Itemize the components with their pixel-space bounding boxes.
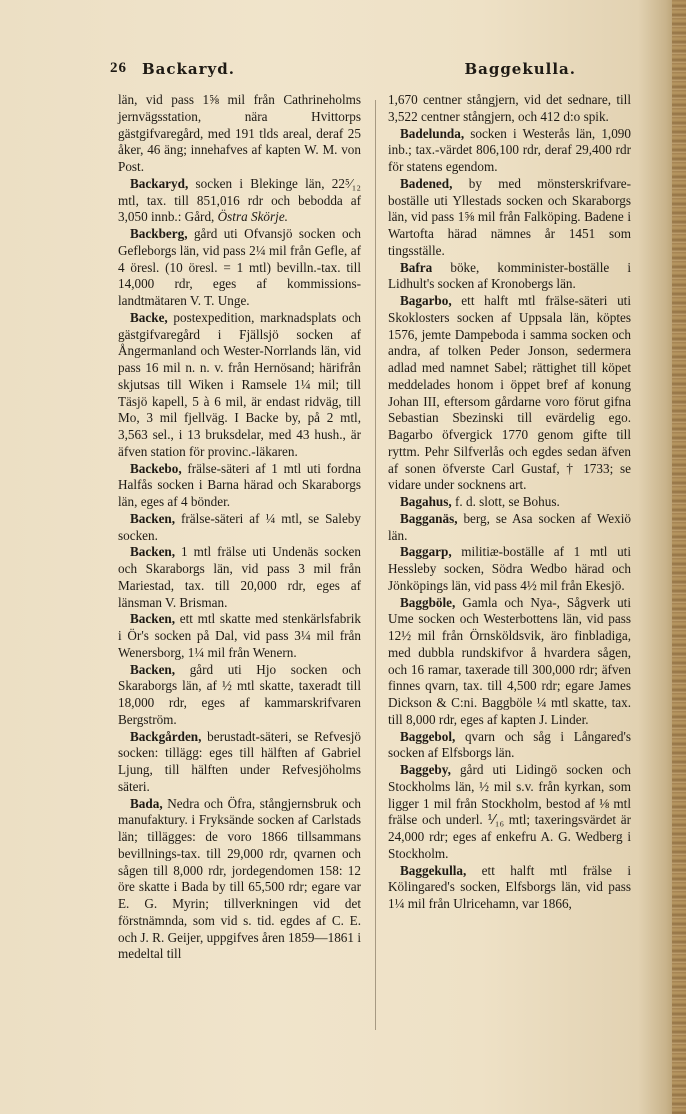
entry: Baggekulla, ett halft mtl frälse i Kölingared's socken, Elfsborgs län, vid pass 1¼ mil från Ulricehamn, var 1866, — [388, 862, 631, 911]
page-edge — [672, 0, 686, 1114]
entry-headword: Backen, — [130, 544, 176, 560]
entry: Backgården, berustadt-säteri, se Refvesjö socken: tillägg: eges till hälften af Gabriel Ljung, till hälften under Refvesjöholms säteri. — [118, 728, 361, 794]
entry: Bagganäs, berg, se Asa socken af Wexiö län. — [388, 510, 631, 543]
entry: Bafra böke, komminister-boställe i Lidhult's socken af Kronobergs län. — [388, 259, 631, 292]
entry: Baggeby, gård uti Lidingö socken och Stockholms län, ½ mil s.v. från kyrkan, som ligger 1 mil från Stockholm, bestod af ⅛ mtl frälse och underl. ⅟₁₆ mtl; taxeringsvärdet är 24,000 rdr; eges af enkefru A. G. Wedberg i Stockholm. — [388, 762, 631, 861]
entry-headword: Backen, — [130, 611, 176, 627]
entry-headword: Baggarp, — [400, 544, 452, 560]
page-number: 26 — [110, 60, 127, 76]
entry: Bagahus, f. d. slott, se Bohus. — [400, 494, 560, 509]
entry: Baggarp, militiæ-boställe af 1 mtl uti Hessleby socken, Södra Wedbo härad och Jönköpings län, vid pass 4½ mil från Ekesjö. — [388, 544, 631, 593]
entry-headword: Baggekulla, — [400, 862, 467, 878]
entry-headword: Backgården, — [130, 728, 202, 744]
entry: Backebo, frälse-säteri af 1 mtl uti fordna Halfås socken i Barna härad och Skaraborgs län, eges af 4 bönder. — [118, 460, 361, 509]
entry-headword: Baggböle, — [400, 594, 456, 610]
entry-headword: Badened, — [400, 175, 453, 191]
column-rule — [375, 100, 376, 1030]
entry-headword: Badelunda, — [400, 125, 465, 141]
entry-headword: Baggebol, — [400, 728, 456, 744]
left-column — [118, 92, 361, 963]
entry-headword: Bagarbo, — [400, 293, 452, 308]
running-head-left: Backaryd. — [142, 60, 235, 78]
entry: Backen, 1 mtl frälse uti Undenäs socken och Skaraborgs län, vid pass 3 mil från Mariestad, tax. till 20,000 rdr, eges af länsman V. Brisman. — [118, 544, 361, 610]
entry: Baggböle, Gamla och Nya-, Sågverk uti Ume socken och Westerbottens län, vid pass 12½ mil från Örnsköldsvik, äro finbladiga, med dubbla rundskifvor å hvardera sågen, och 16 ramar, taxerade till 300,000 rdr; äfven finnes qvarn, tax. till 4,500 rdr; egare James Dickson & C:ni. Baggböle ¼ mtl skatte, tax. till 8,000 rdr, eges af kapten J. Linder. — [388, 594, 631, 727]
entry-headword: Bafra — [400, 259, 433, 275]
entry: Bagarbo, ett halft mtl frälse-säteri uti Skoklosters socken af Uppsala län, köptes 1576, jemte Dampeboda i samma socken och andra, af tolken Peder Jonson, sedermera adlad med namnet Sabel; rättighet till köpet meddelades honom i öppet bref af konung Johan III, eftersom gårdarne voro förut gifna Sebastian Sbezinski till evärdelig ego. Bagarbo öfvergick 1770 genom gifte till ryttm. Pehr Silfverlås och egdes sedan äfven af sonen öfverste Carl Gustaf, † 1733; se vidare under socknens art. — [388, 293, 631, 493]
entry: Backen, ett mtl skatte med stenkärlsfabrik i Ör's socken på Dal, vid pass 3¼ mil från Wenersborg, 1¼ mil från Wenern. — [118, 611, 361, 660]
entry: Backen, gård uti Hjo socken och Skaraborgs län, af ½ mtl skatte, taxeradt till 18,000 rdr, eges af kammarskrifvaren Bergström. — [118, 661, 361, 727]
entry: Badelunda, socken i Westerås län, 1,090 inb.; tax.-värdet 806,100 rdr, deraf 29,400 rdr för statens egendom. — [388, 125, 631, 174]
entry: Backen, frälse-säteri af ¼ mtl, se Saleby socken. — [118, 510, 361, 543]
entry: Backberg, gård uti Ofvansjö socken och Gefleborgs län, vid pass 2¼ mil från Gefle, af 4 öresl. (10 öresl. = 1 mtl) bevilln.-tax. till 14,000 rdr, eges af kommissions-landtmätaren V. T. Unge. — [118, 226, 361, 308]
continued-text: 1,670 centner stångjern, vid det sednare, till 3,522 centner stångjern, och 412 d:o spik. — [388, 92, 631, 124]
entry-headword: Backaryd, — [130, 175, 189, 191]
entry: Backaryd, socken i Blekinge län, 22⁵⁄₁₂ mtl, tax. till 851,016 rdr och bebodda af 3,050 innb.: Gård, Östra Skörje. — [118, 175, 361, 225]
entry: Badened, by med mönsterskrifvare-boställe uti Yllestads socken och Skaraborgs län, vid pass 1⅝ mil från Falköping. Badene i Wartofta härad nämnes år 1451 som tingsställe. — [388, 175, 631, 258]
entry-headword: Bagahus, — [400, 494, 452, 509]
entry-headword: Backebo, — [130, 460, 182, 476]
continued-text: län, vid pass 1⅝ mil från Cathrineholms jernvägsstation, nära Hvittorps gästgifvaregård, med 191 tlds areal, deraf 25 åker, 46 äng; innehafves af kapten W. M. von Post. — [118, 92, 361, 174]
entry-headword: Bada, — [130, 795, 163, 811]
entry: Baggebol, qvarn och såg i Långared's socken af Elfsborgs län. — [388, 728, 631, 761]
entry-headword: Backberg, — [130, 226, 188, 241]
right-column — [388, 92, 631, 913]
entry: Bada, Nedra och Öfra, stångjernsbruk och manufaktury. i Fryksände socken af Carlstads län; tillägges: de voro 1866 tillsammans bevillnings-tax. till 29,000 rdr, qvarnen och sågen till 8,000 rdr, jordegendomen 158: 12 öre skatte i Bada by till 65,500 rdr; egare var E. G. Myrin; tillverkningen vid det förstnämnda, som vid s. tid. egdes af C. E. och J. R. Geijer, uppgifves åren 1859—1861 i medeltal till — [118, 795, 361, 962]
page-header — [110, 60, 576, 82]
entry-headword: Backe, — [130, 309, 168, 325]
entry-headword: Baggeby, — [400, 762, 451, 777]
entry: Backe, postexpedition, marknadsplats och gästgifvaregård i Fjällsjö socken af Ångermanland och Wester-Norrlands län, vid pass 16 mil n. n. v. från Hernösand; härifrån skjutsas till Wiken i Ramsele 1¼ mil; till Täsjö kapell, 5 à 6 mil, är endast ridväg, till Mo, 3 mil fjellväg. I Backe by, på 2 mtl, 3,563 sel., i 13 bruksdelar, med 43 hush., är äfven station för provinc.-läkaren. — [118, 309, 361, 459]
entry-headword: Backen, — [130, 661, 176, 677]
entry-headword: Backen, — [130, 510, 176, 526]
running-head-right: Baggekulla. — [464, 60, 576, 78]
entry-headword: Bagganäs, — [400, 510, 458, 526]
